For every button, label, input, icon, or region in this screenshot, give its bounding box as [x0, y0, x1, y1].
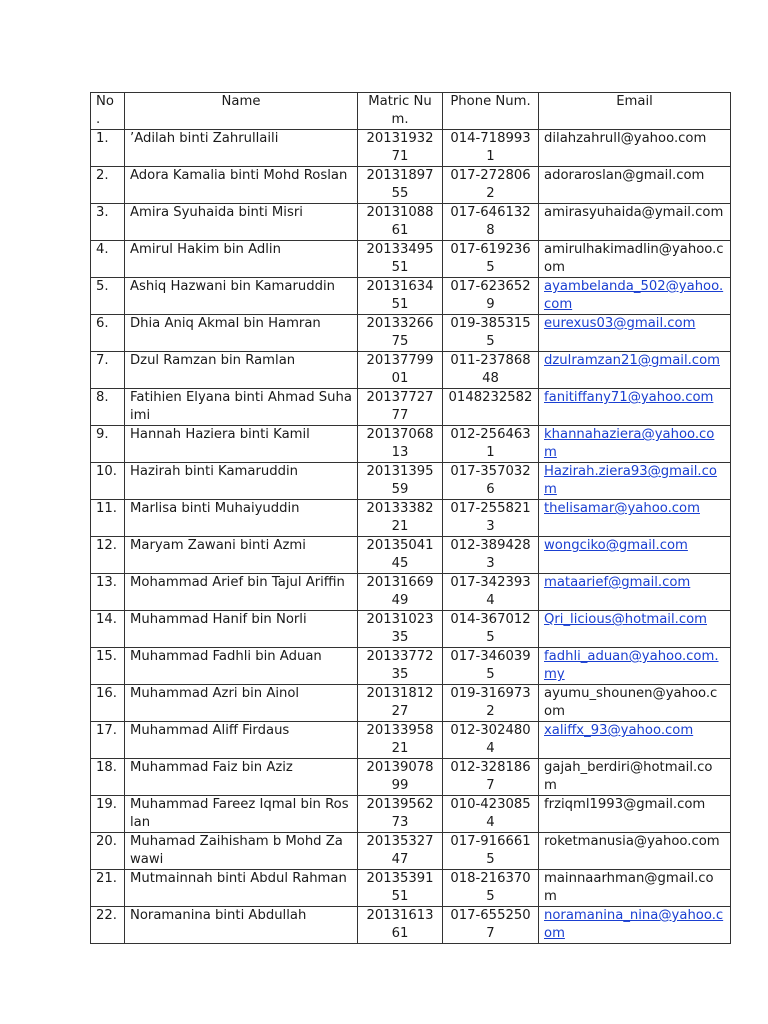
matric-number: 2013349551: [358, 241, 443, 278]
email-link[interactable]: khannahaziera@yahoo.com: [544, 427, 715, 460]
matric-number: 2013706813: [358, 426, 443, 463]
table-body: [91, 130, 731, 944]
matric-number: 2013395821: [358, 722, 443, 759]
row-number: 12.: [91, 537, 125, 574]
row-number: 15.: [91, 648, 125, 685]
matric-number: 2013189755: [358, 167, 443, 204]
student-name: Muhammad Faiz bin Aziz: [125, 759, 358, 796]
email-link[interactable]: thelisamar@yahoo.com: [544, 501, 700, 516]
phone-number: 017-3423934: [443, 574, 539, 611]
phone-number: 017-6461328: [443, 204, 539, 241]
phone-number: 012-2564631: [443, 426, 539, 463]
phone-number: 014-7189931: [443, 130, 539, 167]
row-number: 18.: [91, 759, 125, 796]
phone-number: 017-3460395: [443, 648, 539, 685]
phone-number: 017-6192365: [443, 241, 539, 278]
matric-number: 2013377235: [358, 648, 443, 685]
matric-number: 2013539151: [358, 870, 443, 907]
student-name: Maryam Zawani binti Azmi: [125, 537, 358, 574]
table-row: [91, 204, 731, 241]
row-number: 4.: [91, 241, 125, 278]
matric-number: 2013326675: [358, 315, 443, 352]
email-address: roketmanusia@yahoo.com: [539, 833, 731, 870]
row-number: 17.: [91, 722, 125, 759]
email-link[interactable]: Hazirah.ziera93@gmail.com: [544, 464, 717, 497]
table-row: [91, 574, 731, 611]
phone-number: 018-2163705: [443, 870, 539, 907]
email-address: frziqml1993@gmail.com: [539, 796, 731, 833]
email-cell: [539, 907, 731, 944]
table-row: [91, 463, 731, 500]
table-row: [91, 278, 731, 315]
email-cell: [539, 722, 731, 759]
email-link[interactable]: dzulramzan21@gmail.com: [544, 353, 720, 368]
student-name: Dhia Aniq Akmal bin Hamran: [125, 315, 358, 352]
row-number: 6.: [91, 315, 125, 352]
student-name: Muhammad Aliff Firdaus: [125, 722, 358, 759]
matric-number: 2013108861: [358, 204, 443, 241]
row-number: 20.: [91, 833, 125, 870]
matric-number: 2013193271: [358, 130, 443, 167]
header-phone: Phone Num.: [443, 93, 539, 130]
table-row: [91, 537, 731, 574]
table-row: [91, 685, 731, 722]
student-roster-table: [90, 92, 731, 944]
row-number: 21.: [91, 870, 125, 907]
row-number: 13.: [91, 574, 125, 611]
student-name: Muhammad Fadhli bin Aduan: [125, 648, 358, 685]
email-cell: [539, 463, 731, 500]
student-name: Mohammad Arief bin Tajul Ariffin: [125, 574, 358, 611]
matric-number: 2013772777: [358, 389, 443, 426]
phone-number: 012-3024804: [443, 722, 539, 759]
row-number: 16.: [91, 685, 125, 722]
student-name: Amirul Hakim bin Adlin: [125, 241, 358, 278]
matric-number: 2013338221: [358, 500, 443, 537]
matric-number: 2013161361: [358, 907, 443, 944]
email-link[interactable]: mataarief@gmail.com: [544, 575, 691, 590]
row-number: 10.: [91, 463, 125, 500]
email-address: mainnaarhman@gmail.com: [539, 870, 731, 907]
email-link[interactable]: noramanina_nina@yahoo.com: [544, 908, 724, 941]
row-number: 19.: [91, 796, 125, 833]
email-address: ayumu_shounen@yahoo.com: [539, 685, 731, 722]
row-number: 1.: [91, 130, 125, 167]
phone-number: 011-23786848: [443, 352, 539, 389]
table-row: [91, 389, 731, 426]
email-cell: [539, 500, 731, 537]
email-address: amirulhakimadlin@yahoo.com: [539, 241, 731, 278]
email-cell: [539, 537, 731, 574]
email-link[interactable]: fanitiffany71@yahoo.com: [544, 390, 714, 405]
matric-number: 2013166949: [358, 574, 443, 611]
email-address: amirasyuhaida@ymail.com: [539, 204, 731, 241]
matric-number: 2013532747: [358, 833, 443, 870]
email-link[interactable]: eurexus03@gmail.com: [544, 316, 696, 331]
header-email: Email: [539, 93, 731, 130]
phone-number: 019-3853155: [443, 315, 539, 352]
phone-number: 017-9166615: [443, 833, 539, 870]
email-link[interactable]: Qri_licious@hotmail.com: [544, 612, 707, 627]
header-no: No .: [91, 93, 125, 130]
table-row: [91, 426, 731, 463]
email-cell: [539, 315, 731, 352]
email-link[interactable]: fadhli_aduan@yahoo.com.my: [544, 649, 719, 682]
table-row: [91, 241, 731, 278]
email-link[interactable]: wongciko@gmail.com: [544, 538, 688, 553]
table-row: [91, 648, 731, 685]
header-matric: Matric Num.: [358, 93, 443, 130]
row-number: 5.: [91, 278, 125, 315]
phone-number: 014-3670125: [443, 611, 539, 648]
row-number: 9.: [91, 426, 125, 463]
matric-number: 2013956273: [358, 796, 443, 833]
header-name: Name: [125, 93, 358, 130]
student-name: Muhammad Hanif bin Norli: [125, 611, 358, 648]
phone-number: 017-6236529: [443, 278, 539, 315]
matric-number: 2013779901: [358, 352, 443, 389]
student-name: Ashiq Hazwani bin Kamaruddin: [125, 278, 358, 315]
table-row: [91, 833, 731, 870]
table-row: [91, 167, 731, 204]
matric-number: 2013163451: [358, 278, 443, 315]
email-address: dilahzahrull@yahoo.com: [539, 130, 731, 167]
row-number: 3.: [91, 204, 125, 241]
student-name: Fatihien Elyana binti Ahmad Suhaimi: [125, 389, 358, 426]
table-row: [91, 907, 731, 944]
student-name: Muhammad Fareez Iqmal bin Roslan: [125, 796, 358, 833]
table-row: [91, 796, 731, 833]
matric-number: 2013504145: [358, 537, 443, 574]
student-name: Mutmainnah binti Abdul Rahman: [125, 870, 358, 907]
phone-number: 017-2558213: [443, 500, 539, 537]
phone-number: 017-2728062: [443, 167, 539, 204]
phone-number: 012-3281867: [443, 759, 539, 796]
phone-number: 012-3894283: [443, 537, 539, 574]
row-number: 22.: [91, 907, 125, 944]
student-name: Muhammad Azri bin Ainol: [125, 685, 358, 722]
table-row: [91, 722, 731, 759]
email-cell: [539, 648, 731, 685]
email-cell: [539, 426, 731, 463]
student-name: Hannah Haziera binti Kamil: [125, 426, 358, 463]
matric-number: 2013139559: [358, 463, 443, 500]
table-row: [91, 759, 731, 796]
table-row: [91, 611, 731, 648]
email-cell: [539, 278, 731, 315]
phone-number: 017-3570326: [443, 463, 539, 500]
phone-number: 010-4230854: [443, 796, 539, 833]
email-cell: [539, 389, 731, 426]
phone-number: 017-6552507: [443, 907, 539, 944]
table-header-row: [91, 93, 731, 130]
email-link[interactable]: xaliffx_93@yahoo.com: [544, 723, 694, 738]
row-number: 7.: [91, 352, 125, 389]
student-name: Dzul Ramzan bin Ramlan: [125, 352, 358, 389]
phone-number: 019-3169732: [443, 685, 539, 722]
student-name: Marlisa binti Muhaiyuddin: [125, 500, 358, 537]
row-number: 14.: [91, 611, 125, 648]
student-name: ’Adilah binti Zahrullaili: [125, 130, 358, 167]
email-cell: [539, 611, 731, 648]
email-cell: [539, 352, 731, 389]
table-row: [91, 500, 731, 537]
student-name: Amira Syuhaida binti Misri: [125, 204, 358, 241]
row-number: 2.: [91, 167, 125, 204]
email-address: gajah_berdiri@hotmail.com: [539, 759, 731, 796]
table-row: [91, 315, 731, 352]
table-row: [91, 352, 731, 389]
email-link[interactable]: ayambelanda_502@yahoo.com: [544, 279, 724, 312]
matric-number: 2013907899: [358, 759, 443, 796]
row-number: 8.: [91, 389, 125, 426]
row-number: 11.: [91, 500, 125, 537]
matric-number: 2013102335: [358, 611, 443, 648]
matric-number: 2013181227: [358, 685, 443, 722]
email-address: adoraroslan@gmail.com: [539, 167, 731, 204]
table-row: [91, 130, 731, 167]
student-name: Noramanina binti Abdullah: [125, 907, 358, 944]
student-name: Hazirah binti Kamaruddin: [125, 463, 358, 500]
email-cell: [539, 574, 731, 611]
table-row: [91, 870, 731, 907]
student-name: Adora Kamalia binti Mohd Roslan: [125, 167, 358, 204]
phone-number: 0148232582: [443, 389, 539, 426]
student-name: Muhamad Zaihisham b Mohd Zawawi: [125, 833, 358, 870]
